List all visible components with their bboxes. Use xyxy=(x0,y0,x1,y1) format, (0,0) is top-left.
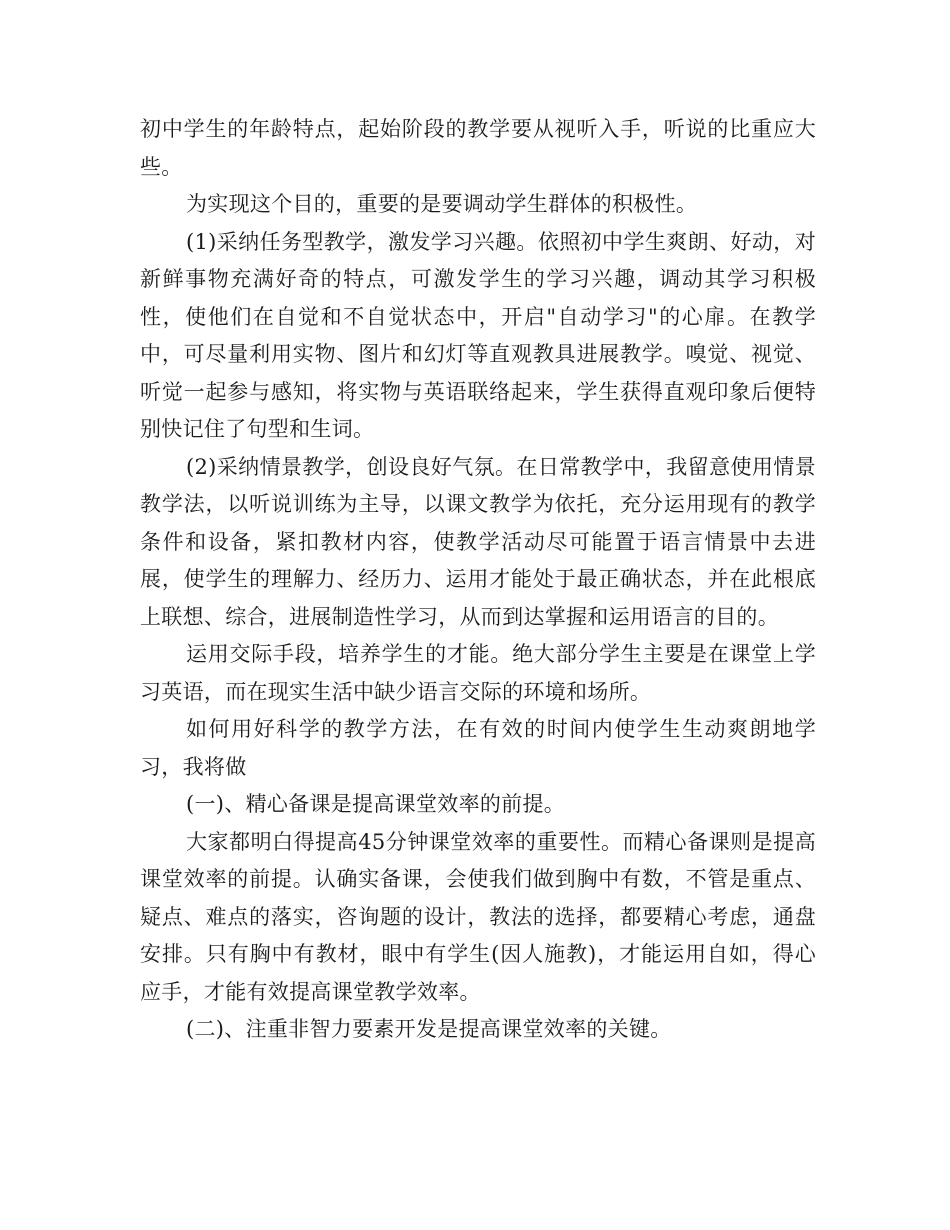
paragraph: (2)采纳情景教学，创设良好气氛。在日常教学中，我留意使用情景教学法，以听说训练为主导，以课文教学为依托，充分运用现有的教学条件和设备，紧扣教材内容，使教学活动尽可能置于语言情景中去进展，使学生的理解力、经历力、运用才能处于最正确状态，并在此根底上联想、综合，进展制造性学习，从而到达掌握和运用语言的目的。 xyxy=(140,454,816,629)
paragraph: 如何用好科学的教学方法，在有效的时间内使学生生动爽朗地学习，我将做 xyxy=(140,717,816,779)
paragraph: 运用交际手段，培养学生的才能。绝大部分学生主要是在课堂上学习英语，而在现实生活中缺少语言交际的环境和场所。 xyxy=(140,642,816,704)
paragraph: (二)、注重非智力要素开发是提高课堂效率的关键。 xyxy=(186,1017,672,1041)
body-text xyxy=(140,111,816,1049)
paragraph: (1)采纳任务型教学，激发学习兴趣。依照初中学生爽朗、好动，对新鲜事物充满好奇的特点，可激发学生的学习兴趣，调动其学习积极性，使他们在自觉和不自觉状态中，开启"自动学习"的心扉。在教学中，可尽量利用实物、图片和幻灯等直观教具进展教学。嗅觉、视觉、听觉一起参与感知，将实物与英语联络起来，学生获得直观印象后便特别快记住了句型和生词。 xyxy=(140,229,816,441)
paragraph: 大家都明白得提高45分钟课堂效率的重要性。而精心备课则是提高课堂效率的前提。认确实备课，会使我们做到胸中有数，不管是重点、疑点、难点的落实，咨询题的设计，教法的选择，都要精心考虑，通盘安排。只有胸中有教材，眼中有学生(因人施教)，才能运用自如，得心应手，才能有效提高课堂教学效率。 xyxy=(140,829,816,1004)
paragraph: (一)、精心备课是提高课堂效率的前提。 xyxy=(186,792,566,816)
paragraph: 初中学生的年龄特点，起始阶段的教学要从视听入手，听说的比重应大些。 xyxy=(140,117,816,179)
paragraph: 为实现这个目的，重要的是要调动学生群体的积极性。 xyxy=(186,192,698,216)
